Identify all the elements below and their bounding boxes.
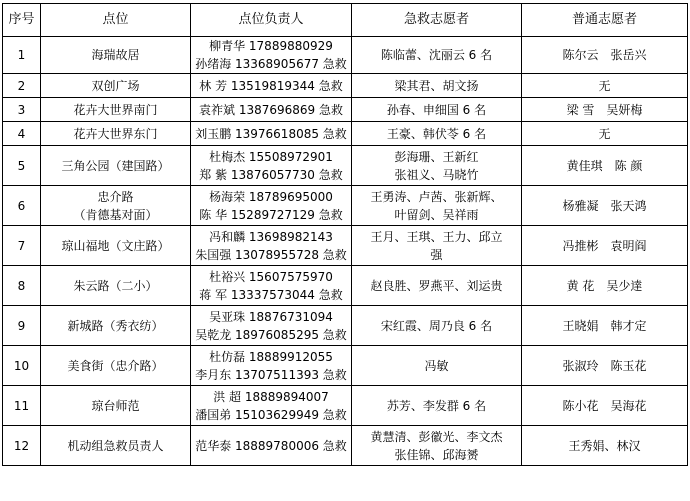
leader-line: 柳青华 17889880929 <box>209 39 333 53</box>
row-index: 11 <box>3 386 41 426</box>
leaders-cell <box>191 37 352 74</box>
leader-line: 洪 超 18889894007 <box>213 389 329 404</box>
row-index: 4 <box>3 122 41 146</box>
general-cell <box>522 74 688 98</box>
leaders-cell <box>191 346 352 386</box>
first-aid-line: 梁其君、胡文扬 <box>394 78 479 93</box>
general-line: 梁 雪 吴妍梅 <box>566 102 643 117</box>
site-cell <box>41 426 191 466</box>
first-aid-line: 黄慧清、彭徽光、李文杰 <box>370 429 503 444</box>
site-line: 美食街（忠介路） <box>67 358 164 373</box>
first-aid-line: 冯敏 <box>424 358 449 373</box>
leaders-cell <box>191 98 352 122</box>
leader-line: 郑 紫 13876057730 急救 <box>199 167 343 182</box>
first-aid-line: 张佳锦、邱海赟 <box>394 447 479 462</box>
first-aid-cell <box>352 386 522 426</box>
leaders-cell <box>191 426 352 466</box>
general-cell <box>522 386 688 426</box>
first-aid-line: 赵良胜、罗燕平、刘运贵 <box>370 278 503 293</box>
row-index: 2 <box>3 74 41 98</box>
row-index: 9 <box>3 306 41 346</box>
general-cell <box>522 306 688 346</box>
general-cell <box>522 226 688 266</box>
general-line: 无 <box>598 78 611 93</box>
leader-line: 杨海荣 18789695000 <box>209 189 333 204</box>
table-row <box>3 186 688 226</box>
row-index: 7 <box>3 226 41 266</box>
table-row <box>3 98 688 122</box>
first-aid-cell <box>352 306 522 346</box>
row-index: 6 <box>3 186 41 226</box>
site-line: 花卉大世界东门 <box>73 126 158 141</box>
site-line: 琼台师范 <box>91 398 140 413</box>
site-cell <box>41 306 191 346</box>
leader-line: 袁祚斌 1387696869 急救 <box>199 102 343 117</box>
first-aid-line: 强 <box>430 247 443 262</box>
leader-line: 范华泰 18889780006 急救 <box>195 438 347 453</box>
leader-line: 陈 华 15289727129 急救 <box>199 207 343 222</box>
general-cell <box>522 146 688 186</box>
first-aid-cell <box>352 146 522 186</box>
header-general: 普通志愿者 <box>522 4 688 37</box>
first-aid-line: 宋红霞、周乃良 6 名 <box>380 318 493 333</box>
site-cell <box>41 146 191 186</box>
leader-line: 刘玉鹏 13976618085 急救 <box>195 126 347 141</box>
leaders-cell <box>191 186 352 226</box>
first-aid-cell <box>352 186 522 226</box>
general-line: 无 <box>598 126 611 141</box>
site-line: 琼山福地（文庄路） <box>61 238 170 253</box>
first-aid-line: 叶留剑、吴祥雨 <box>394 207 479 222</box>
leader-line: 杜裕兴 15607575970 <box>209 269 333 284</box>
general-line: 黄 花 吴少達 <box>566 278 643 293</box>
leader-line: 吴亚珠 18876731094 <box>209 309 333 324</box>
site-cell <box>41 74 191 98</box>
leaders-cell <box>191 226 352 266</box>
header-first-aid: 急救志愿者 <box>352 4 522 37</box>
site-line: 机动组急救员责人 <box>67 438 164 453</box>
general-cell <box>522 186 688 226</box>
leader-line: 李月东 13707511393 急救 <box>195 367 347 382</box>
table-row <box>3 37 688 74</box>
leader-line: 孙绪海 13368905677 急救 <box>195 57 347 71</box>
site-cell <box>41 186 191 226</box>
first-aid-cell <box>352 426 522 466</box>
first-aid-cell <box>352 74 522 98</box>
site-line: 三角公园（建国路） <box>61 158 170 173</box>
header-index: 序号 <box>3 4 41 37</box>
leaders-cell <box>191 266 352 306</box>
leaders-cell <box>191 386 352 426</box>
row-index: 5 <box>3 146 41 186</box>
general-cell <box>522 266 688 306</box>
row-index: 8 <box>3 266 41 306</box>
first-aid-cell <box>352 226 522 266</box>
general-cell <box>522 346 688 386</box>
site-line: 朱云路（二小） <box>73 278 158 293</box>
first-aid-cell <box>352 98 522 122</box>
leader-line: 冯和麟 13698982143 <box>209 229 333 244</box>
table-row <box>3 426 688 466</box>
general-cell <box>522 37 688 74</box>
site-line: 海瑞故居 <box>91 48 140 62</box>
table-row <box>3 306 688 346</box>
row-index: 10 <box>3 346 41 386</box>
site-cell <box>41 346 191 386</box>
volunteer-roster-table <box>2 3 688 466</box>
first-aid-line: 彭海珊、王新红 <box>394 149 479 164</box>
first-aid-cell <box>352 122 522 146</box>
general-line: 陈小花 吴海花 <box>562 398 647 413</box>
first-aid-line: 王勇涛、卢茜、张新辉、 <box>370 189 503 204</box>
row-index: 12 <box>3 426 41 466</box>
site-cell <box>41 386 191 426</box>
general-cell <box>522 122 688 146</box>
site-cell <box>41 37 191 74</box>
site-line: 新城路（秀衣纺） <box>67 318 164 333</box>
first-aid-line: 张祖义、马晓竹 <box>394 167 479 182</box>
general-line: 杨雅凝 张天鸿 <box>562 198 647 213</box>
leader-line: 吴乾龙 18976085295 急救 <box>195 327 347 342</box>
table-row <box>3 226 688 266</box>
site-cell <box>41 98 191 122</box>
leaders-cell <box>191 146 352 186</box>
table-row <box>3 74 688 98</box>
site-cell <box>41 122 191 146</box>
first-aid-line: 孙春、申细国 6 名 <box>386 102 487 117</box>
first-aid-line: 苏芳、李发群 6 名 <box>386 398 487 413</box>
general-cell <box>522 98 688 122</box>
table-row <box>3 386 688 426</box>
table-row <box>3 122 688 146</box>
leader-line: 潘国弟 15103629949 急救 <box>195 407 347 422</box>
header-site: 点位 <box>41 4 191 37</box>
leader-line: 杜梅杰 15508972901 <box>209 149 333 164</box>
first-aid-line: 王月、王琪、王力、邱立 <box>370 229 503 244</box>
general-line: 王秀娟、林汉 <box>568 438 641 453</box>
site-line: 双创广场 <box>91 78 140 93</box>
site-line: 忠介路 <box>97 189 134 204</box>
table-row <box>3 146 688 186</box>
first-aid-line: 王豪、韩伏苓 6 名 <box>386 126 487 141</box>
leaders-cell <box>191 306 352 346</box>
site-cell <box>41 266 191 306</box>
first-aid-cell <box>352 266 522 306</box>
general-line: 张淑玲 陈玉花 <box>562 358 647 373</box>
leaders-cell <box>191 74 352 98</box>
site-line: （肯德基对面） <box>73 207 158 222</box>
roster-body <box>3 37 688 466</box>
row-index: 3 <box>3 98 41 122</box>
leader-line: 蒋 军 13337573044 急救 <box>199 287 343 302</box>
first-aid-cell <box>352 37 522 74</box>
general-line: 陈尔云 张岳兴 <box>562 48 647 62</box>
row-index: 1 <box>3 37 41 74</box>
table-row <box>3 266 688 306</box>
first-aid-cell <box>352 346 522 386</box>
site-line: 花卉大世界南门 <box>73 102 158 117</box>
header-row <box>3 4 688 37</box>
header-leaders: 点位负责人 <box>191 4 352 37</box>
site-cell <box>41 226 191 266</box>
leader-line: 杜仿磊 18889912055 <box>209 349 333 364</box>
leader-line: 朱国强 13078955728 急救 <box>195 247 347 262</box>
general-line: 冯推彬 袁明阎 <box>562 238 647 253</box>
leader-line: 林 芳 13519819344 急救 <box>199 78 343 93</box>
table-row <box>3 346 688 386</box>
general-line: 王晓娟 韩才定 <box>562 318 647 333</box>
leaders-cell <box>191 122 352 146</box>
general-line: 黄佳琪 陈 颜 <box>566 158 643 173</box>
first-aid-line: 陈临蕾、沈丽云 6 名 <box>380 48 493 62</box>
general-cell <box>522 426 688 466</box>
